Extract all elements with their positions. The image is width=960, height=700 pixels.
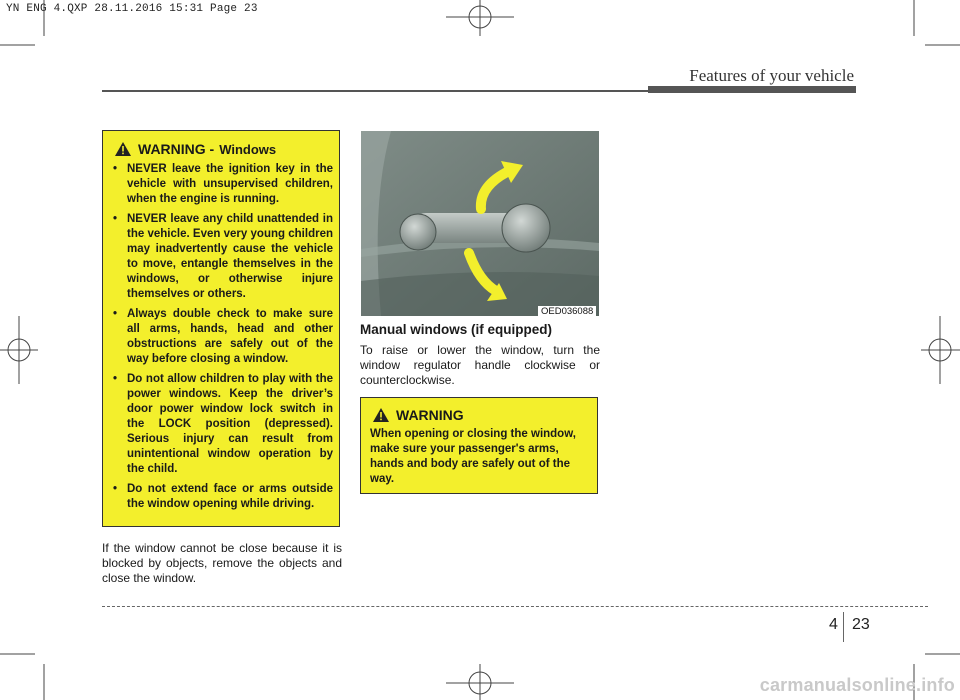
crosshair-top (446, 0, 514, 36)
page-separator (843, 612, 844, 642)
warning-text: When opening or closing the window, make sure your passenger's arms, hands and body are safely out of the way. (370, 428, 576, 485)
warning-list (103, 162, 339, 512)
crosshair-bottom (446, 664, 514, 700)
crosshair-left (0, 316, 38, 384)
warning-label: WARNING (396, 407, 464, 423)
warning-item: • NEVER leave any child unattended in the vehicle. Even very young children may inadvertently cause the vehicle to move, entangle themselves in the windows, or otherwise injure themselves or others. (111, 212, 333, 302)
warning-triangle-icon (115, 142, 131, 156)
warning-item: • Always double check to make sure all arms, hands, head and other obstructions are safely out of the way before closing a window. (111, 307, 333, 367)
warning-item: • Do not allow children to play with the power windows. Keep the driver’s door power window lock switch in the LOCK position (depressed). Serious injury can result from unintentional window operation by the child. (111, 372, 333, 477)
manual-windows-text: To raise or lower the window, turn the window regulator handle clockwise or counterclockwise. (360, 343, 600, 387)
warning-heading (115, 141, 339, 157)
warning-label: WARNING - (138, 141, 215, 157)
blocked-window-paragraph: If the window cannot be close because it is blocked by objects, remove the objects and close the window. (102, 541, 342, 585)
warning-box-windows (102, 130, 340, 527)
page-number: 23 (852, 616, 870, 633)
warning-item: • NEVER leave the ignition key in the vehicle with unsupervised children, when the engine is running. (111, 162, 333, 207)
footer-rule (102, 606, 928, 607)
warning-sublabel: Windows (219, 141, 277, 157)
section-title: Features of your vehicle (689, 66, 854, 85)
crosshair-right (921, 316, 960, 384)
warning-item: • Do not extend face or arms outside the window opening while driving. (111, 482, 333, 512)
warning-box-manual (360, 397, 598, 494)
header-bar (648, 86, 856, 93)
window-regulator-photo (361, 131, 599, 316)
crop-mark-bottom-left (0, 654, 44, 700)
print-slug: YN ENG 4.QXP 28.11.2016 15:31 Page 23 (6, 3, 258, 15)
warning-triangle-icon (373, 408, 389, 422)
chapter-number: 4 (829, 616, 838, 633)
figure-code: OED036088 (538, 306, 596, 317)
manual-windows-heading: Manual windows (if equipped) (360, 322, 552, 337)
warning-heading (373, 407, 597, 423)
crop-mark-top-right (914, 0, 960, 45)
crop-mark-top-left (0, 0, 44, 45)
watermark: carmanualsonline.info (759, 675, 955, 695)
